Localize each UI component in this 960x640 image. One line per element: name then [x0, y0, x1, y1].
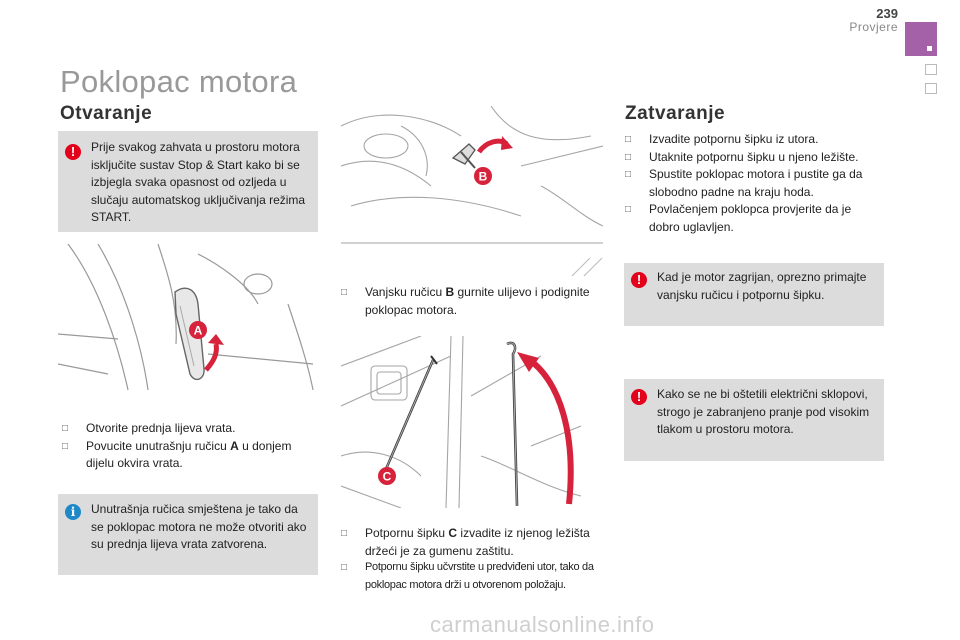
list-item: □ Povucite unutrašnju ručicu A u donjem dijelu okvira vrata.: [62, 438, 292, 470]
door-handle-illustration: [58, 244, 318, 390]
warning-note-pressure-wash: [624, 379, 884, 461]
outer-handle-illustration: [341, 106, 603, 244]
checkbox-bullet-icon: □: [341, 287, 348, 298]
list-item: □ Potpornu šipku C izvadite iz njenog ležišta držeći je za gumenu zaštitu.: [341, 526, 590, 558]
tab-dot: [927, 46, 932, 51]
warning-text: Prije svakog zahvata u prostoru motora isključite sustav Stop & Start kako bi se izbjegla svaka opasnost od ozljeda u slučaju automatskog uključivanja režima START.: [91, 140, 306, 224]
section-tab: [905, 22, 937, 56]
warning-note-stop-start: [58, 131, 318, 232]
page-title: Poklopac motora: [60, 64, 298, 99]
list-item: □ Izvadite potpornu šipku iz utora.: [625, 131, 883, 149]
tab-marker-1: [925, 64, 937, 75]
info-icon: i: [65, 504, 81, 520]
checkbox-bullet-icon: □: [625, 169, 632, 180]
illustration-corner-mark: [570, 254, 604, 278]
warning-icon: !: [65, 144, 81, 160]
list-item: □ Vanjsku ručicu B gurnite ulijevo i podignite poklopac motora.: [341, 285, 590, 317]
support-rod-steps: [341, 525, 603, 560]
checkbox-bullet-icon: □: [62, 423, 69, 434]
checkbox-bullet-icon: □: [625, 204, 632, 215]
label-b: B: [478, 169, 488, 184]
checkbox-bullet-icon: □: [62, 440, 69, 452]
outer-handle-steps: [341, 284, 603, 319]
warning-note-hot-engine: [624, 263, 884, 326]
checkbox-bullet-icon: □: [341, 528, 348, 539]
checkbox-bullet-icon: □: [341, 562, 347, 573]
section-label: Provjere: [849, 20, 898, 34]
info-note-door-handle: [58, 494, 318, 575]
page-number: 239: [876, 6, 898, 21]
list-item: □ Otvorite prednja lijeva vrata.: [62, 420, 312, 438]
checkbox-bullet-icon: □: [625, 151, 632, 163]
closing-steps: [625, 131, 883, 236]
label-a: A: [193, 323, 203, 338]
watermark: carmanualsonline.info: [430, 612, 655, 637]
opening-heading: Otvaranje: [60, 103, 153, 124]
support-rod-steps-2: [341, 559, 603, 594]
warning-text: Kako se ne bi oštetili električni sklopovi, strogo je zabranjeno pranje pod visokim tlakom u prostoru motora.: [657, 387, 870, 436]
opening-steps: [62, 420, 312, 473]
warning-icon: !: [631, 272, 647, 288]
closing-heading: Zatvaranje: [625, 103, 726, 124]
tab-marker-2: [925, 83, 937, 94]
list-item: □ Spustite poklopac motora i pustite ga da slobodno padne na kraju hoda.: [625, 167, 863, 199]
checkbox-bullet-icon: □: [625, 134, 632, 145]
warning-text: Kad je motor zagrijan, oprezno primajte vanjsku ručicu i potpornu šipku.: [657, 270, 867, 302]
list-item: □ Povlačenjem poklopca provjerite da je dobro uglavljen.: [625, 202, 852, 234]
warning-icon: !: [631, 389, 647, 405]
info-text: Unutrašnja ručica smještena je tako da se poklopac motora ne može otvoriti ako su prednja lijeva vrata zatvorena.: [91, 502, 307, 551]
list-item: □ Potpornu šipku učvrstite u predviđeni utor, tako da poklopac motora drži u otvorenom položaju.: [341, 561, 594, 591]
support-rod-illustration: [341, 336, 603, 508]
list-item: □ Utaknite potpornu šipku u njeno ležište.: [625, 149, 883, 167]
label-c: C: [382, 469, 392, 484]
